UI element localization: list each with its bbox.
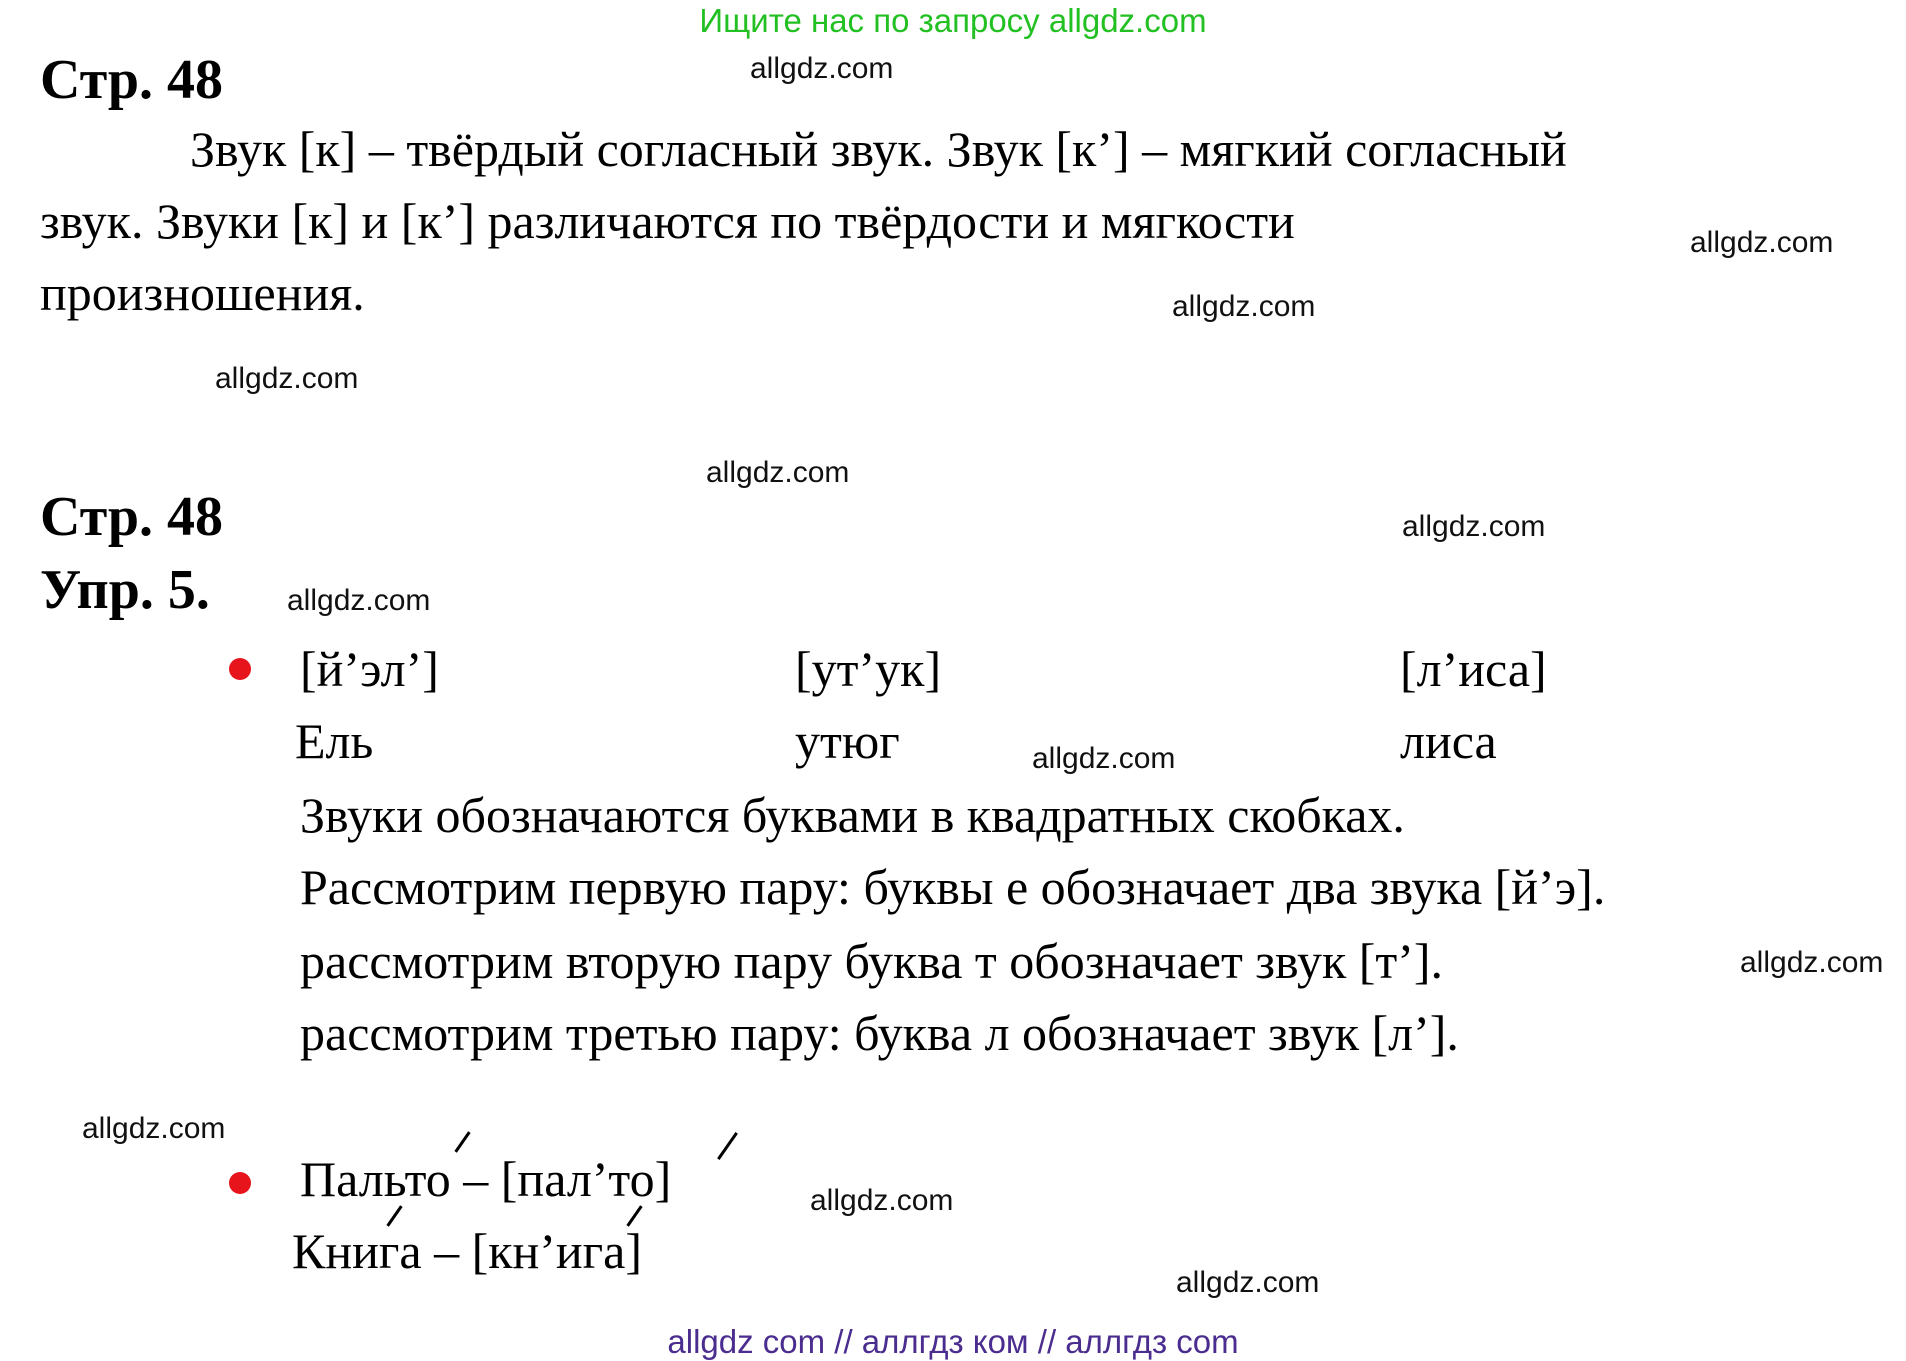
watermark: allgdz.com bbox=[1402, 510, 1546, 543]
word-3: лиса bbox=[1400, 713, 1497, 769]
section1-line-2: звук. Звуки [к] и [к’] различаются по твёрдости и мягкости bbox=[40, 193, 1295, 249]
word-2: утюг bbox=[795, 713, 900, 769]
watermark: allgdz.com bbox=[1032, 742, 1176, 775]
explanation-2: Рассмотрим первую пару: буквы е обозначает два звука [й’э]. bbox=[300, 859, 1606, 915]
watermark: allgdz.com bbox=[82, 1112, 226, 1145]
section1-line-1: Звук [к] – твёрдый согласный звук. Звук [к’] – мягкий согласный bbox=[190, 121, 1567, 177]
transcription-3: [л’иса] bbox=[1400, 641, 1547, 697]
top-banner: Ищите нас по запросу allgdz.com bbox=[699, 2, 1207, 39]
watermark: allgdz.com bbox=[1740, 946, 1884, 979]
transcription-2: [ут’ук] bbox=[795, 641, 942, 697]
stress-mark-palto-transcription bbox=[717, 1132, 738, 1160]
explanation-3: рассмотрим вторую пару буква т обозначает звук [т’]. bbox=[300, 933, 1444, 989]
section1-line-3: произношения. bbox=[40, 265, 365, 321]
exercise-heading: Упр. 5. bbox=[40, 559, 210, 621]
stressed-word-1: Пальто – [пал’то] bbox=[300, 1151, 672, 1207]
section1-heading: Стр. 48 bbox=[40, 49, 224, 111]
stressed-word-2: Книга – [кн’ига] bbox=[292, 1223, 643, 1279]
word-1: Ель bbox=[295, 713, 374, 769]
watermark: allgdz.com bbox=[706, 456, 850, 489]
transcription-1: [й’эл’] bbox=[300, 641, 439, 697]
bullet-1 bbox=[229, 658, 251, 680]
explanation-4: рассмотрим третью пару: буква л обозначает звук [л’]. bbox=[300, 1005, 1459, 1061]
bullet-2 bbox=[229, 1172, 251, 1194]
section2-heading: Стр. 48 bbox=[40, 486, 224, 548]
watermark: allgdz.com bbox=[1690, 226, 1834, 259]
watermark: allgdz.com bbox=[810, 1184, 954, 1217]
watermark: allgdz.com bbox=[750, 52, 894, 85]
explanation-1: Звуки обозначаются буквами в квадратных скобках. bbox=[300, 787, 1405, 843]
footer-links: allgdz com // аллгдз ком // аллгдз com bbox=[667, 1323, 1239, 1360]
watermark: allgdz.com bbox=[1172, 290, 1316, 323]
watermark: allgdz.com bbox=[215, 362, 359, 395]
watermark: allgdz.com bbox=[287, 584, 431, 617]
watermark: allgdz.com bbox=[1176, 1266, 1320, 1299]
